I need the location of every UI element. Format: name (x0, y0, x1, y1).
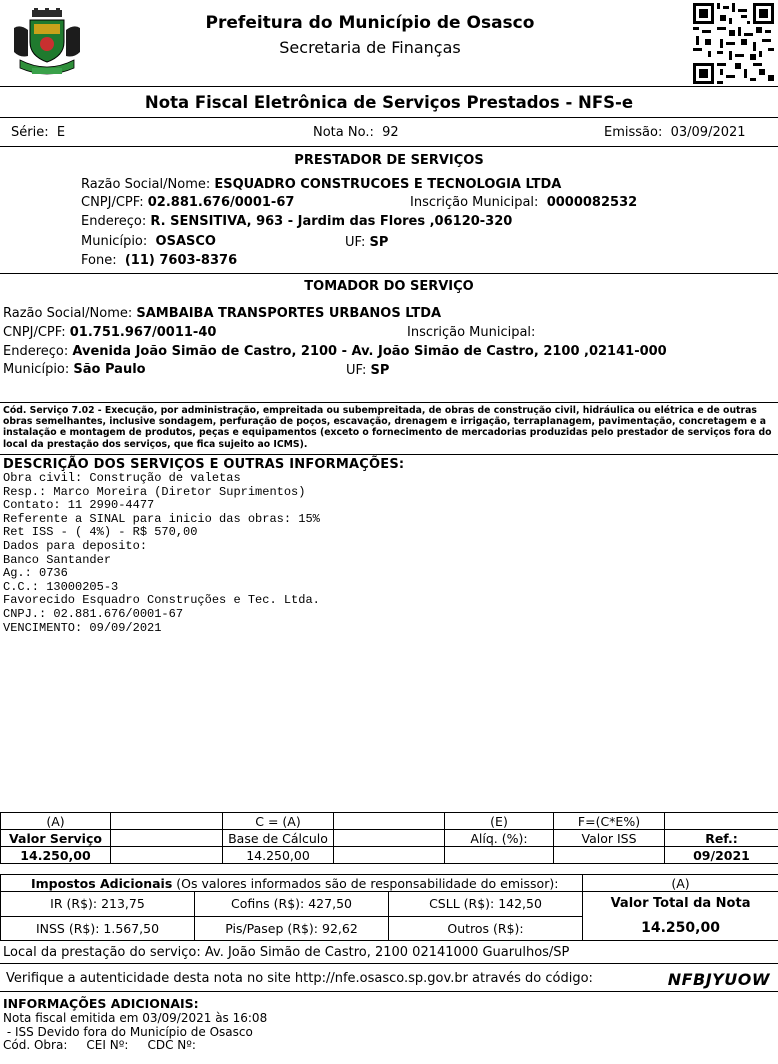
tomador-cnpj: CNPJ/CPF: 01.751.967/0011-40 (3, 325, 217, 340)
tomador-municipio: Município: São Paulo (3, 362, 146, 377)
info-lines (3, 1012, 267, 1053)
prestador-endereco: Endereço: R. SENSITIVA, 963 - Jardim das Flores ,06120-320 (81, 214, 513, 229)
tomador-uf: UF: SP (346, 363, 390, 378)
ref-value: 09/2021 (665, 847, 778, 864)
qr-code-icon (693, 3, 774, 84)
base-calculo-value: 14.250,00 (223, 847, 334, 864)
valor-servico-label: Valor Serviço (1, 830, 111, 847)
inss-value: INSS (R$): 1.567,50 (1, 916, 195, 941)
valor-iss-label: Valor ISS (554, 830, 665, 847)
values-table (0, 812, 778, 864)
pis-value: Pis/Pasep (R$): 92,62 (195, 916, 389, 941)
serie-field: Série: E (11, 125, 66, 140)
divider (0, 454, 778, 455)
tomador-razao: Razão Social/Nome: SAMBAIBA TRANSPORTES URBANOS LTDA (3, 306, 442, 321)
local-prestacao: Local da prestação do serviço: Av. João Simão de Castro, 2100 02141000 Guarulhos/SP (3, 945, 570, 960)
service-code-description: Cód. Serviço 7.02 - Execução, por administração, empreitada ou subempreitada, de obras de construção civil, hidráulica ou elétrica e de outras obras semelhantes, inclusive sondagem, perfuração de poços, escavação, drenagem e irrigação, terraplanagem, pavimentação, concretagem e a instalação e montagem de produtos, peças e equipamentos (exceto o fornecimento de mercadorias produzidas pelo prestador de serviços fora do local da prestação dos serviços, que fica sujeito ao ICMS). (3, 405, 772, 450)
info-line-1: Nota fiscal emitida em 03/09/2021 às 16:08 (3, 1011, 268, 1025)
col-a2-header: (A) (583, 875, 778, 892)
ir-value: IR (R$): 213,75 (1, 892, 195, 917)
nota-number-field: Nota No.: 92 (313, 125, 399, 140)
tomador-endereco: Endereço: Avenida João Simão de Castro, 2100 - Av. João Simão de Castro, 2100 ,02141-000 (3, 344, 667, 359)
total-box (583, 892, 778, 941)
valor-iss-value (554, 847, 665, 864)
prestador-inscricao: Inscrição Municipal: 0000082532 (410, 195, 638, 210)
impostos-header: Impostos Adicionais (Os valores informados são de responsabilidade do emissor): (1, 875, 583, 892)
csll-value: CSLL (R$): 142,50 (389, 892, 583, 917)
col-f-header: F=(C*E%) (554, 813, 665, 830)
divider (0, 963, 778, 964)
service-description-title: DESCRIÇÃO DOS SERVIÇOS E OUTRAS INFORMAÇÕES: (3, 457, 405, 472)
osasco-coat-of-arms-icon (10, 8, 84, 78)
divider (0, 402, 778, 403)
document-title: Nota Fiscal Eletrônica de Serviços Prestados - NFS-e (144, 93, 634, 112)
total-value: 14.250,00 (641, 920, 720, 936)
authentication-code: NFBJYUOW (667, 970, 770, 989)
prestador-cnpj: CNPJ/CPF: 02.881.676/0001-67 (81, 195, 295, 210)
total-label: Valor Total da Nota (610, 896, 751, 911)
outros-value: Outros (R$): (389, 916, 583, 941)
ref-label: Ref.: (665, 830, 778, 847)
prestador-municipio: Município: OSASCO (81, 234, 216, 249)
cofins-value: Cofins (R$): 427,50 (195, 892, 389, 917)
service-description-body: Obra civil: Construção de valetas Resp.: Marco Moreira (Diretor Suprimentos) Contato: 11 2990-4477 Referente a SINAL para inicio das obras: 15% Ret ISS - ( 4%) - R$ 570,00 Dados para deposito: Banco Santander Ag.: 0736 C.C.: 13000205-3 Favorecido Esquadro Construções e Tec. Ltda. CNPJ.: 02.881.676/0001-67 VENCIMENTO: 09/09/2021 (3, 471, 320, 635)
col-e-header: (E) (445, 813, 554, 830)
divider (0, 86, 778, 87)
tomador-inscricao: Inscrição Municipal: (407, 325, 536, 340)
prestador-fone: Fone: (11) 7603-8376 (81, 253, 238, 268)
tomador-title: TOMADOR DO SERVIÇO (304, 279, 474, 294)
prestador-uf: UF: SP (345, 235, 389, 250)
aliquota-label: Alíq. (%): (445, 830, 554, 847)
info-line-2: - ISS Devido fora do Município de Osasco (3, 1024, 253, 1039)
prestador-razao: Razão Social/Nome: ESQUADRO CONSTRUCOES E TECNOLOGIA LTDA (81, 177, 562, 192)
divider (0, 991, 778, 992)
info-title: INFORMAÇÕES ADICIONAIS: (3, 996, 199, 1011)
col-c-header: C = (A) (223, 813, 334, 830)
verification-text: Verifique a autenticidade desta nota no site http://nfe.osasco.sp.gov.br através do código: (6, 971, 593, 986)
prestador-title: PRESTADOR DE SERVIÇOS (294, 153, 484, 168)
aliquota-value (445, 847, 554, 864)
divider (0, 117, 778, 118)
divider (0, 273, 778, 274)
emissao-field: Emissão: 03/09/2021 (604, 125, 746, 140)
divider (0, 146, 778, 147)
info-line-3: Cód. Obra: CEI Nº: CDC Nº: (3, 1038, 196, 1052)
valor-servico-value: 14.250,00 (1, 847, 111, 864)
taxes-table (0, 874, 778, 941)
department-title: Secretaria de Finanças (279, 38, 461, 57)
base-calculo-label: Base de Cálculo (223, 830, 334, 847)
city-title: Prefeitura do Município de Osasco (205, 13, 535, 33)
col-a-header: (A) (1, 813, 111, 830)
